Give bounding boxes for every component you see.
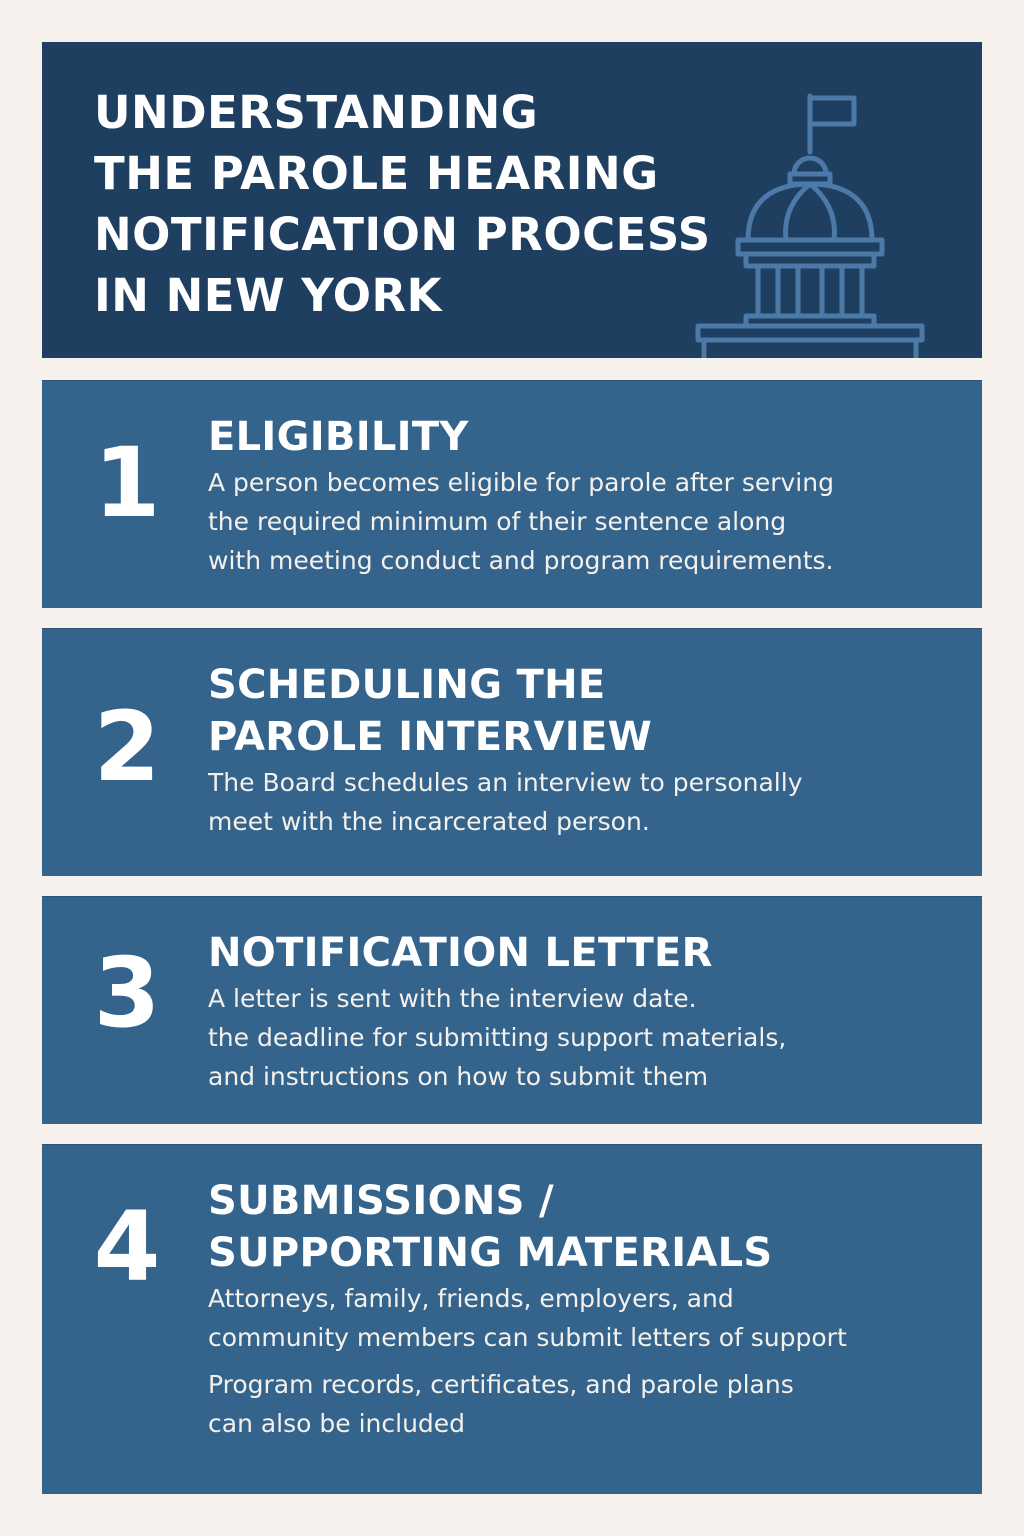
description-line: the required minimum of their sentence along [208,507,787,536]
title-line: IN NEW YORK [94,269,443,322]
step-1-card [42,380,982,608]
step-title [208,927,962,979]
step-description [208,763,962,841]
title-line: UNDERSTANDING [94,86,539,139]
title-line: THE PAROLE HEARING [94,147,659,200]
page-title [94,82,711,326]
description-line: Attorneys, family, friends, employers, and [208,1284,734,1313]
description-line: Program records, certificates, and parole plans [208,1370,794,1399]
step-number: 3 [93,937,161,1049]
step-4-card [42,1144,982,1494]
step-description [208,463,962,580]
step-title-line: SUBMISSIONS / [208,1178,554,1224]
header-banner [42,42,982,358]
description-line: can also be included [208,1409,466,1438]
step-title-line: NOTIFICATION LETTER [208,930,713,976]
step-number: 4 [93,1191,161,1303]
step-2-card [42,628,982,876]
step-extra-description [208,1365,962,1443]
description-line: the deadline for submitting support materials, [208,1023,787,1052]
description-line: A person becomes eligible for parole after serving [208,468,834,497]
description-line: A letter is sent with the interview date. [208,984,697,1013]
step-number: 2 [93,691,161,803]
step-title-line: ELIGIBILITY [208,414,469,460]
title-line: NOTIFICATION PROCESS [94,208,711,261]
description-line: meet with the incarcerated person. [208,807,650,836]
step-title-line: PAROLE INTERVIEW [208,714,652,760]
step-3-card [42,896,982,1124]
capitol-building-icon [690,90,980,358]
step-description [208,979,962,1096]
description-line: community members can submit letters of support [208,1323,847,1352]
description-line: with meeting conduct and program requirements. [208,546,834,575]
step-description [208,1279,962,1357]
step-title-line: SUPPORTING MATERIALS [208,1230,773,1276]
step-title [208,411,962,463]
step-title [208,1175,962,1279]
step-title [208,659,962,763]
step-number: 1 [93,427,161,539]
step-title-line: SCHEDULING THE [208,662,606,708]
description-line: The Board schedules an interview to personally [208,768,803,797]
description-line: and instructions on how to submit them [208,1062,709,1091]
